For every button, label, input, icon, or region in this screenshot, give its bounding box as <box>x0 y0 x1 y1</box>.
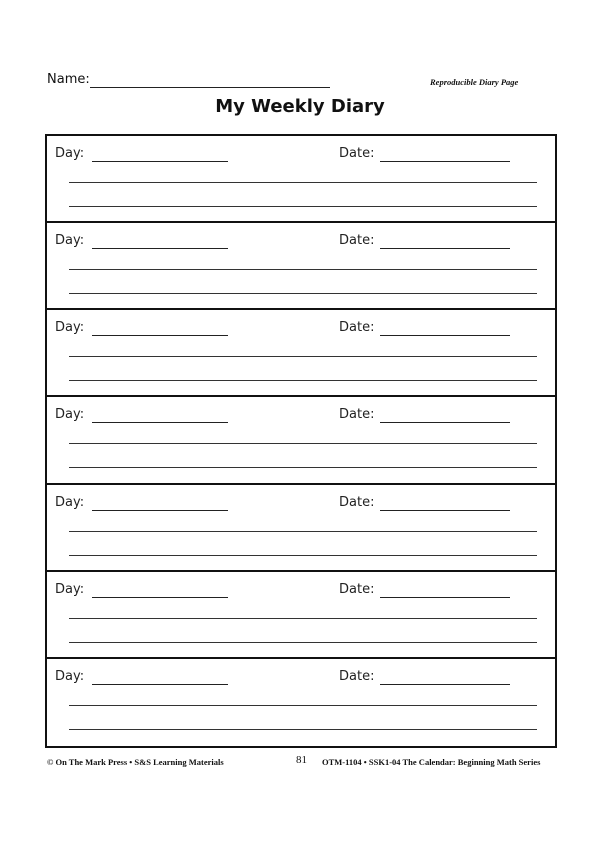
date-label: Date: <box>339 668 375 684</box>
writing-line[interactable] <box>69 729 537 730</box>
writing-line[interactable] <box>69 269 537 270</box>
diary-entry <box>47 223 555 310</box>
footer-publisher: © On The Mark Press • S&S Learning Materials <box>47 757 224 767</box>
date-field-line[interactable] <box>380 510 510 511</box>
footer-series: OTM-1104 • SSK1-04 The Calendar: Beginning Math Series <box>322 757 541 767</box>
writing-line[interactable] <box>69 618 537 619</box>
day-field-line[interactable] <box>92 597 228 598</box>
date-label: Date: <box>339 146 375 161</box>
writing-line[interactable] <box>69 182 537 183</box>
writing-line[interactable] <box>69 356 537 357</box>
reproducible-label: Reproducible Diary Page <box>430 77 519 87</box>
page-number: 81 <box>296 754 307 766</box>
page-title: My Weekly Diary <box>215 96 385 117</box>
diary-entry <box>47 485 555 572</box>
diary-box <box>45 134 557 748</box>
day-label: Day: <box>55 407 85 423</box>
date-label: Date: <box>339 581 375 597</box>
date-label: Date: <box>339 407 375 423</box>
diary-entry <box>47 659 555 746</box>
date-label: Date: <box>339 233 375 249</box>
writing-line[interactable] <box>69 642 537 643</box>
name-field-line[interactable] <box>90 87 330 88</box>
day-label: Day: <box>55 494 85 510</box>
day-field-line[interactable] <box>92 422 228 423</box>
writing-line[interactable] <box>69 380 537 381</box>
writing-line[interactable] <box>69 555 537 556</box>
day-label: Day: <box>55 146 85 161</box>
day-field-line[interactable] <box>92 684 228 685</box>
name-label: Name: <box>47 72 90 87</box>
writing-line[interactable] <box>69 467 537 468</box>
writing-line[interactable] <box>69 705 537 706</box>
day-label: Day: <box>55 320 85 336</box>
writing-line[interactable] <box>69 206 537 207</box>
day-label: Day: <box>55 233 85 249</box>
day-label: Day: <box>55 668 85 684</box>
date-field-line[interactable] <box>380 422 510 423</box>
date-label: Date: <box>339 494 375 510</box>
date-field-line[interactable] <box>380 248 510 249</box>
writing-line[interactable] <box>69 531 537 532</box>
date-field-line[interactable] <box>380 161 510 162</box>
day-field-line[interactable] <box>92 248 228 249</box>
diary-entry <box>47 572 555 659</box>
diary-entry <box>47 397 555 484</box>
day-field-line[interactable] <box>92 161 228 162</box>
date-field-line[interactable] <box>380 597 510 598</box>
day-label: Day: <box>55 581 85 597</box>
day-field-line[interactable] <box>92 335 228 336</box>
date-label: Date: <box>339 320 375 336</box>
date-field-line[interactable] <box>380 335 510 336</box>
writing-line[interactable] <box>69 443 537 444</box>
writing-line[interactable] <box>69 293 537 294</box>
diary-entry <box>47 310 555 397</box>
date-field-line[interactable] <box>380 684 510 685</box>
diary-entry <box>47 136 555 223</box>
day-field-line[interactable] <box>92 510 228 511</box>
